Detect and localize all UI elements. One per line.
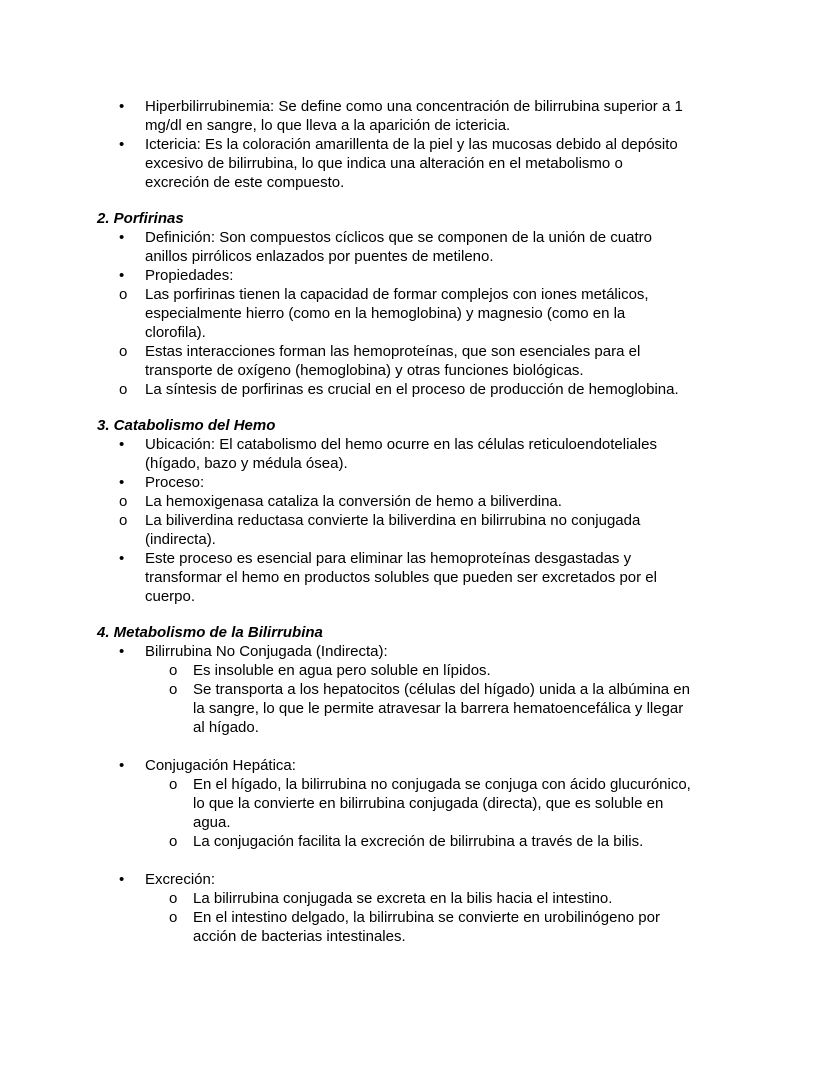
text-line: En el hígado, la bilirrubina no conjugada se conjuga con ácido glucurónico, [193, 776, 691, 793]
bullet-icon: • [119, 643, 125, 660]
bullet-icon: • [119, 229, 125, 246]
list-item [0, 97, 828, 135]
text-line: Este proceso es esencial para eliminar las hemoproteínas desgastadas y [145, 550, 632, 567]
text-line: Bilirrubina No Conjugada (Indirecta): [145, 643, 388, 660]
text-line: Proceso: [145, 474, 205, 491]
list-item [0, 228, 828, 266]
text-line: Ubicación: El catabolismo del hemo ocurre en las células reticuloendoteliales [145, 436, 657, 453]
text-line: La biliverdina reductasa convierte la biliverdina en bilirrubina no conjugada [145, 512, 641, 529]
text-line: transformar el hemo en productos solubles que pueden ser excretados por el [145, 569, 657, 586]
list-item [0, 473, 828, 492]
text-line: Estas interacciones forman las hemoproteínas, que son esenciales para el [145, 343, 641, 360]
text-line: especialmente hierro (como en la hemoglobina) y magnesio (como en la [145, 305, 626, 322]
section-heading: 4. Metabolismo de la Bilirrubina [97, 624, 323, 641]
circle-bullet-icon: o [169, 681, 178, 698]
text-line: La síntesis de porfirinas es crucial en el proceso de producción de hemoglobina. [145, 381, 679, 398]
sub-list-item [0, 889, 828, 908]
text-line: la sangre, lo que le permite atravesar la barrera hematoencefálica y llegar [193, 700, 684, 717]
sub-list-item [0, 775, 828, 832]
circle-bullet-icon: o [169, 833, 178, 850]
sub-list-item [0, 342, 828, 380]
text-line: (hígado, bazo y médula ósea). [145, 455, 348, 472]
section-heading: 2. Porfirinas [97, 210, 184, 227]
text-line: Ictericia: Es la coloración amarillenta de la piel y las mucosas debido al depósito [145, 136, 678, 153]
bullet-icon: • [119, 267, 125, 284]
bullet-icon: • [119, 98, 125, 115]
circle-bullet-icon: o [119, 381, 128, 398]
bullet-icon: • [119, 136, 125, 153]
text-line: Definición: Son compuestos cíclicos que se componen de la unión de cuatro [145, 229, 652, 246]
circle-bullet-icon: o [169, 890, 178, 907]
text-line: Se transporta a los hepatocitos (células del hígado) unida a la albúmina en [193, 681, 690, 698]
sub-list-item [0, 511, 828, 549]
bullet-icon: • [119, 757, 125, 774]
text-line: En el intestino delgado, la bilirrubina se convierte en urobilinógeno por [193, 909, 660, 926]
text-line: Es insoluble en agua pero soluble en lípidos. [193, 662, 491, 679]
text-line: clorofila). [145, 324, 206, 341]
sub-list-item [0, 285, 828, 342]
sub-list-item [0, 680, 828, 737]
sub-list-item [0, 832, 828, 851]
text-line: Propiedades: [145, 267, 234, 284]
text-line: agua. [193, 814, 231, 831]
sub-list-item [0, 492, 828, 511]
intro-list [0, 97, 828, 192]
list-item [0, 266, 828, 285]
circle-bullet-icon: o [169, 776, 178, 793]
circle-bullet-icon: o [169, 662, 178, 679]
section-heading: 3. Catabolismo del Hemo [97, 417, 276, 434]
section-metabolismo [0, 623, 828, 946]
bullet-icon: • [119, 474, 125, 491]
text-line: excreción de este compuesto. [145, 174, 345, 191]
text-line: lo que la convierte en bilirrubina conjugada (directa), que es soluble en [193, 795, 664, 812]
list-item [0, 642, 828, 661]
sub-list-item [0, 908, 828, 946]
text-line: La bilirrubina conjugada se excreta en la bilis hacia el intestino. [193, 890, 613, 907]
text-line: La conjugación facilita la excreción de bilirrubina a través de la bilis. [193, 833, 644, 850]
text-line: Las porfirinas tienen la capacidad de formar complejos con iones metálicos, [145, 286, 649, 303]
section-catabolismo [0, 416, 828, 606]
list-item [0, 135, 828, 192]
text-line: (indirecta). [145, 531, 216, 548]
section-porfirinas [0, 209, 828, 399]
bullet-icon: • [119, 871, 125, 888]
circle-bullet-icon: o [119, 512, 128, 529]
list-item [0, 756, 828, 775]
text-line: Hiperbilirrubinemia: Se define como una concentración de bilirrubina superior a 1 [145, 98, 683, 115]
sub-list-item [0, 661, 828, 680]
text-line: Excreción: [145, 871, 216, 888]
list-item [0, 870, 828, 889]
text-line: anillos pirrólicos enlazados por puentes de metileno. [145, 248, 494, 265]
bullet-icon: • [119, 550, 125, 567]
text-line: transporte de oxígeno (hemoglobina) y otras funciones biológicas. [145, 362, 584, 379]
text-line: cuerpo. [145, 588, 196, 605]
list-item [0, 435, 828, 473]
text-line: Conjugación Hepática: [145, 757, 296, 774]
text-line: acción de bacterias intestinales. [193, 928, 406, 945]
text-line: La hemoxigenasa cataliza la conversión de hemo a biliverdina. [145, 493, 562, 510]
text-line: excesivo de bilirrubina, lo que indica una alteración en el metabolismo o [145, 155, 623, 172]
circle-bullet-icon: o [119, 286, 128, 303]
circle-bullet-icon: o [119, 343, 128, 360]
text-line: mg/dl en sangre, lo que lleva a la aparición de ictericia. [145, 117, 511, 134]
circle-bullet-icon: o [169, 909, 178, 926]
sub-list-item [0, 380, 828, 399]
text-line: al hígado. [193, 719, 259, 736]
list-item [0, 549, 828, 606]
bullet-icon: • [119, 436, 125, 453]
circle-bullet-icon: o [119, 493, 128, 510]
